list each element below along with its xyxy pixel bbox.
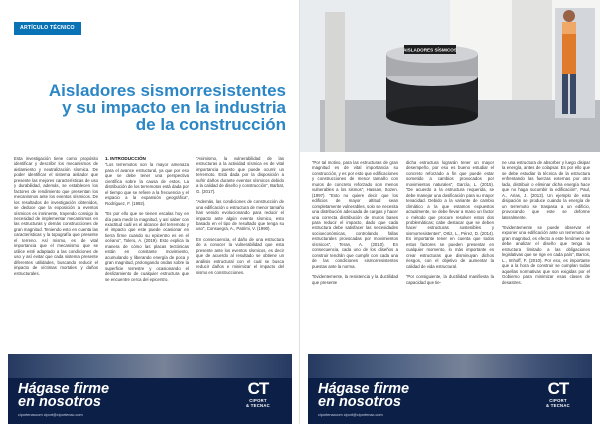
- photo-label: AISLADORES SÍSMICOS: [403, 47, 457, 53]
- isolator-photo: [300, 0, 600, 152]
- company-logo: [232, 380, 284, 416]
- section-tag: ARTÍCULO TÉCNICO: [14, 22, 81, 35]
- paragraph: “Los terremotos son la mayor amenaza para el avance estructural, ya que por eso que se debe tener una perspectiva científica sobre la causa de estos. La distribución de los terremotos está dada por el tiempo que se refiere a la frecuencia y el espacio a la expansión geográfica”, Rodríguez, F. (1992).: [105, 162, 189, 206]
- ad-slogan-line: Hágase firme: [318, 381, 410, 397]
- text-column-6: [502, 160, 590, 290]
- ad-contacts: ciportenaccom ciport@ciportenac.com: [18, 413, 83, 417]
- text-column-1: [14, 156, 98, 281]
- title-line: de la construcción: [135, 115, 286, 134]
- paragraph: “Además, las condiciones de construcción de una edificación o estructura de menor tamaño han venido evolucionando para reducir el impacto ante algún evento sísmico, esto basado en el tipo de resultado que tenga su uso”, Consuegra, A., Patrimi, V. (1990).: [196, 199, 284, 232]
- paragraph: ne una estructura de absorber y luego disipar la energía, antes de colapsar. Es por ello que se debe estudiar la técnica de la estructura enfrentando las fuerzas externas por otro lado, distribuir o eliminar dicha energía hace que no haga sucumbir la edificación”, Paul, A., Arias, J. (2012). Un ejemplo de esta disipación se produce cuando la energía de un terremoto se traspasa a un edificio, provocando que este se deforme lateralmente.: [502, 160, 590, 220]
- paragraph: “Por consiguiente, la ductilidad manifiesta la capacidad que tie-: [406, 274, 494, 285]
- ad-slogan: [318, 383, 409, 409]
- text-column-2: [105, 156, 189, 287]
- paragraph: “Evidentemente se puede observar el exponer una edificación ante un terremoto de gran magnitud, es efecto a este fenómeno se debe analizar el diseño que tenga la estructura limitado a las obligaciones legislativas que se rige en cada país”, Barros, L., Imhoff, F. (2010). Por eso, es importante que a la hora de construir se cumplan todas aquellas normativas que son exigidas por el Gobierno para minimizar esas clases de desastres.: [502, 224, 590, 285]
- paragraph: “Asimismo, la vulnerabilidad de las estructuras a la actividad sísmica es de vital importancia puesto que puede ocurrir un terremoto. Está dada por la disposición a sufrir daños durante eventos sísmicos debido a la calidad de diseño y construcción”, Barbat, G. (2017).: [196, 156, 284, 194]
- ad-slogan-line: en nosotros: [318, 394, 401, 410]
- abstract-paragraph: Esta investigación tiene como propósito identificar y describir los mecanismos de aislamiento y neutralización sísmica. De poder identificar el sistema aislador que presente las mejores características de uso y durabilidad, además, se establecen los factores de rendimiento que presentan los mecanismos ante los eventos sísmicos. De los resultados de investigación obtenidos, se deduce que la exposición a eventos sísmicos es inminente, trayendo consigo la necesidad de implementar mecanismos en las estructuras y demás construcciones de gran magnitud. Teniendo esto en cuenta las características y la topografía que presente el terreno. Así mismo, es de vital importancia que el mecanismo que se utilice esté adaptado a las condiciones de uso y así evitar que cada sistema presente diferentes utilidades, buscando reducir el impacto de víctimas mortales y daños estructurales.: [14, 156, 98, 276]
- article-title: [14, 82, 286, 133]
- ad-slogan: [18, 383, 109, 409]
- ad-slogan-line: Hágase firme: [18, 381, 110, 397]
- text-column-5: [406, 160, 494, 290]
- text-column-4: [312, 160, 398, 290]
- logo-mark: CT: [247, 379, 269, 398]
- section-heading: 1. INTRODUCCIÓN: [105, 156, 146, 161]
- paragraph: dicha estructura lograrán tener un mayor desempeño, por eso es bueno estudiar el concreto reforzado a fin que puede estar sometido a cambios provocados por movimientos naturales”, García, L. (2015). “De acuerdo a la estructura requerida, se debe manejar una dosificación para su mayor tenacidad. Debido a la variante de cambio climático a la que estamos expuestos actualmente, se debe llevar a mano un factor o método que procure resolver estos dos problemáticas; cabe destacar que se deben hacer estructuras sostenibles y sismorresistentes”, Ortiz, L., Pérez, D. (2014). Es importante tener en cuenta que todos estos factores se pueden presentar en cualquier momento, lo más importante es crear estructuras que disminuyan dichos riesgos, con el objetivo de aumentar la calidad de vida estructural.: [406, 160, 494, 269]
- title-line: Aisladores sismorresistentes: [48, 81, 286, 100]
- paragraph: “Por tal motivo, para las estructuras de gran magnitud es de vital importancia su construcción, y es por esto que edificaciones y construcciones de menor tamaño con muros de concreto reforzado son menos vulnerables a los sismos”, Hassan, Sozen. (1997). “Esto no quiere decir que los edificios de mayor altitud sean completamente vulnerables, solo se necesita una distribución adecuada de cargas y hacer una correcta distribución de muros bases para reducir el impacto, dado que cada estructura debe satisfacer las necesidades socioeconómicas, controlando fallas estructurales provocadas por movimientos sísmicos”, Teran, A. (2010). En consecuencia, cada uno de los diseños a construir tendrán que cumplir con cada una de las condiciones sismorresistentes puestas ante la norma.: [312, 160, 398, 269]
- paragraph: “Es por ello que se tienen escalas hoy en día para medir la magnitud, y así saber con exactitud cuál es el alcance del terremoto y el impacto que este puede ocasionar en tierra firme cuando su epicentro es en el océano”, Tolero, A. (2019). Esto explica la manera de cómo las placas tectónicas están en constante movimiento, acumulando y liberando energía de poca y gran magnitud, prolongando ondas sobre la superficie terrestre y ocasionando el deslizamiento de cualquier estructura que se encuentre cerca del epicentro.: [105, 211, 189, 282]
- paragraph: En consecuencia, el daño de una estructura de a conocer la vulnerabilidad que esta presente ante los eventos sísmicos, es decir que de acuerdo al resultado se obtiene un análisis estructural con el cual se busca reducir daños e minimizar el impacto del sismo en construcciones.: [196, 236, 284, 275]
- paragraph: “Evidentemente, la resistencia y la ductilidad que presente: [312, 274, 398, 285]
- advertisement-banner[interactable]: [308, 354, 592, 424]
- ad-slogan-line: en nosotros: [18, 394, 101, 410]
- advertisement-banner[interactable]: [8, 354, 292, 424]
- right-page: [300, 0, 600, 424]
- ad-photo-strip: [8, 354, 292, 378]
- logo-mark: CT: [547, 379, 569, 398]
- ad-contacts: ciportenaccom ciport@ciportenac.com: [318, 413, 383, 417]
- logo-name: & TECNAC: [545, 403, 571, 408]
- company-logo: [532, 380, 584, 416]
- text-column-3: [196, 156, 284, 280]
- title-line: y su impacto en la industria: [62, 98, 286, 117]
- logo-name: & TECNAC: [245, 403, 271, 408]
- ad-photo-strip: [308, 354, 592, 378]
- logo-name: CIPORT: [249, 398, 267, 403]
- logo-name: CIPORT: [549, 398, 567, 403]
